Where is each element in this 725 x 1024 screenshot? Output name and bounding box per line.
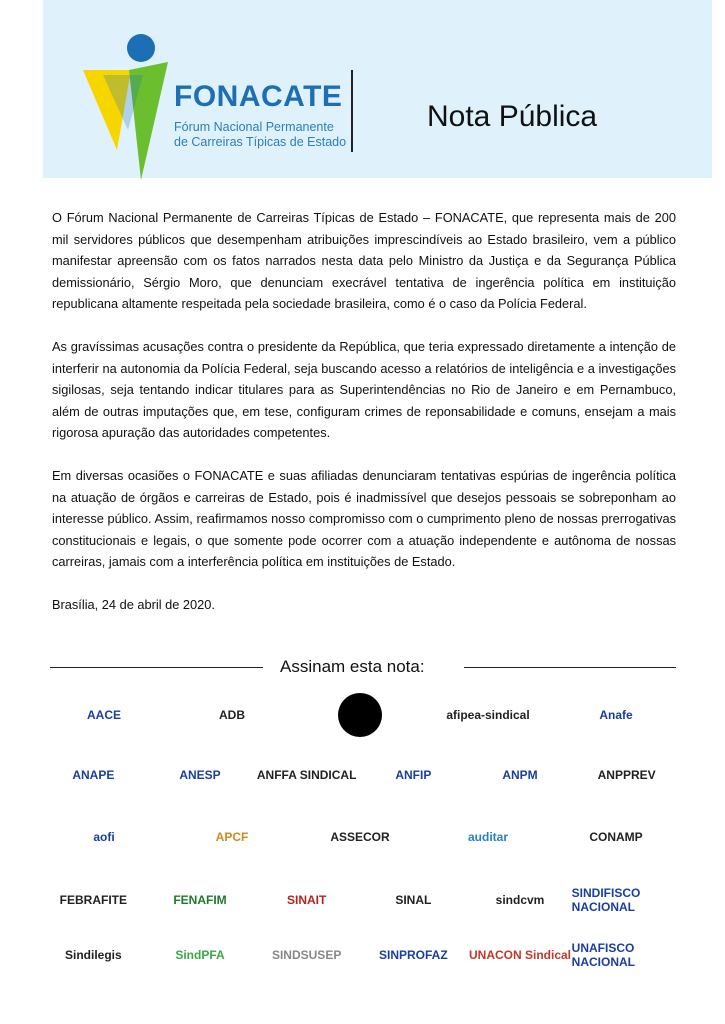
signatory-logo-label: Anafe	[599, 708, 633, 722]
brand-subtitle	[174, 120, 346, 150]
signatory-logo	[358, 750, 468, 800]
signatory-logo-label: SINAIT	[286, 893, 327, 907]
signatory-logo-label: afipea-sindical	[446, 708, 530, 722]
signatory-logo	[465, 750, 575, 800]
signatory-logo	[572, 750, 682, 800]
header-banner	[43, 0, 712, 178]
signatory-logo-label: FENAFIM	[173, 893, 227, 907]
signatory-logo	[433, 812, 543, 862]
signatory-logo	[358, 930, 468, 980]
signatory-logo	[177, 812, 287, 862]
signatures-heading-row	[50, 657, 676, 679]
signatory-logo-label: ANESP	[179, 768, 221, 782]
signatory-logo-label: CONAMP	[589, 830, 643, 844]
signatory-logo	[433, 690, 543, 740]
signatory-logo	[38, 875, 148, 925]
signatory-logo	[145, 875, 255, 925]
signatory-logo-label: ANPM	[502, 768, 538, 782]
signatory-logo-label: aofi	[93, 830, 115, 844]
signatory-logo-label: SINDSUSEP	[271, 948, 342, 962]
signatory-logo-label: ADB	[219, 708, 245, 722]
signatory-logo-label: ASSECOR	[330, 830, 390, 844]
signatory-logo-label: ANPPREV	[597, 768, 656, 782]
signatory-logo	[561, 690, 671, 740]
signatory-logo	[358, 875, 468, 925]
signatory-logo-label: SINPROFAZ	[378, 948, 448, 962]
document-body	[52, 207, 676, 637]
signatory-logo-label: AACE	[86, 708, 121, 722]
signatory-logo	[177, 690, 287, 740]
signatory-logo-label: UNACON Sindical	[468, 948, 571, 962]
paragraph: O Fórum Nacional Permanente de Carreiras Típicas de Estado – FONACATE, que representa mais de 200 mil servidores públicos que desempenham atribuições imprescindíveis ao Estado brasileiro, vem a público manifestar apreensão com os fatos narrados nesta data pelo Ministro da Justiça e da Segurança Pública demissionário, Sérgio Moro, que denunciam execrável tentativa de ingerência política em instituição republicana altamente respeitada pela sociedade brasileira, como é o caso da Polícia Federal.	[52, 210, 676, 312]
signatory-logo-label: FEBRAFITE	[59, 893, 128, 907]
signatory-logo	[38, 930, 148, 980]
signatory-logo	[252, 750, 362, 800]
circle-logo-icon	[338, 693, 382, 737]
signatory-logo	[49, 690, 159, 740]
signatory-logo	[572, 875, 682, 925]
signatory-logo	[561, 812, 671, 862]
signatory-logo-label: SINDIFISCO NACIONAL	[571, 886, 641, 914]
signatory-logo	[465, 875, 575, 925]
signatory-logo	[252, 875, 362, 925]
signatory-logo	[572, 930, 682, 980]
signatory-logo	[305, 690, 415, 740]
signatory-logo-label: SindPFA	[175, 948, 225, 962]
signatory-logo-label: SINAL	[395, 893, 432, 907]
brand-subtitle-line-1: Fórum Nacional Permanente	[174, 120, 334, 134]
signatory-logo-label: Sindilegis	[65, 948, 122, 962]
signatory-logo-label: auditar	[467, 830, 508, 844]
signatory-logo	[305, 812, 415, 862]
brand-name: FONACATE	[174, 80, 343, 113]
signatory-logo-label: ANFFA SINDICAL	[256, 768, 357, 782]
signatory-logo	[465, 930, 575, 980]
signatures-heading: Assinam esta nota:	[280, 657, 425, 676]
brand-subtitle-line-2: de Carreiras Típicas de Estado	[174, 135, 347, 149]
page-title: Nota Pública	[427, 100, 598, 133]
divider	[50, 667, 263, 668]
signatory-logo-label: UNAFISCO NACIONAL	[571, 941, 635, 969]
date-line: Brasília, 24 de abril de 2020.	[52, 596, 215, 612]
signatory-logo	[145, 930, 255, 980]
signatory-logo	[252, 930, 362, 980]
signatory-logo-label: sindcvm	[495, 893, 545, 907]
signatory-logo	[49, 812, 159, 862]
fonacate-logo-icon	[83, 30, 173, 180]
signatory-logo-label: ANAPE	[72, 768, 115, 782]
paragraph: Em diversas ocasiões o FONACATE e suas afiliadas denunciaram tentativas espúrias de ingerência política na atuação de órgãos e carreiras de Estado, pois é inadmissível que desejos pessoais se sobreponham ao interesse público. Assim, reafirmamos nosso compromisso com o cumprimento pleno de nossas prerrogativas constitucionais e legais, o que somente pode ocorrer com a atuação independente e autônoma de nossas carreiras, jamais com a interferência política em instituições de Estado.	[52, 467, 676, 570]
divider	[351, 70, 353, 152]
signatory-logo-label: APCF	[215, 830, 249, 844]
signatory-logo	[38, 750, 148, 800]
divider	[464, 667, 676, 668]
paragraph: As gravíssimas acusações contra o presidente da República, que teria expressado diretamente a intenção de interferir na autonomia da Polícia Federal, seja buscando acesso a relatórios de inteligência e a investigações sigilosas, seja tentando indicar titulares para as Superintendências no Rio de Janeiro e em Pernambuco, além de outras imputações que, em tese, configuram crimes de reponsabilidade e comuns, ensejam a mais rigorosa apuração das autoridades competentes.	[52, 338, 676, 441]
signatory-logo-label: ANFIP	[395, 768, 432, 782]
signatory-logo	[145, 750, 255, 800]
